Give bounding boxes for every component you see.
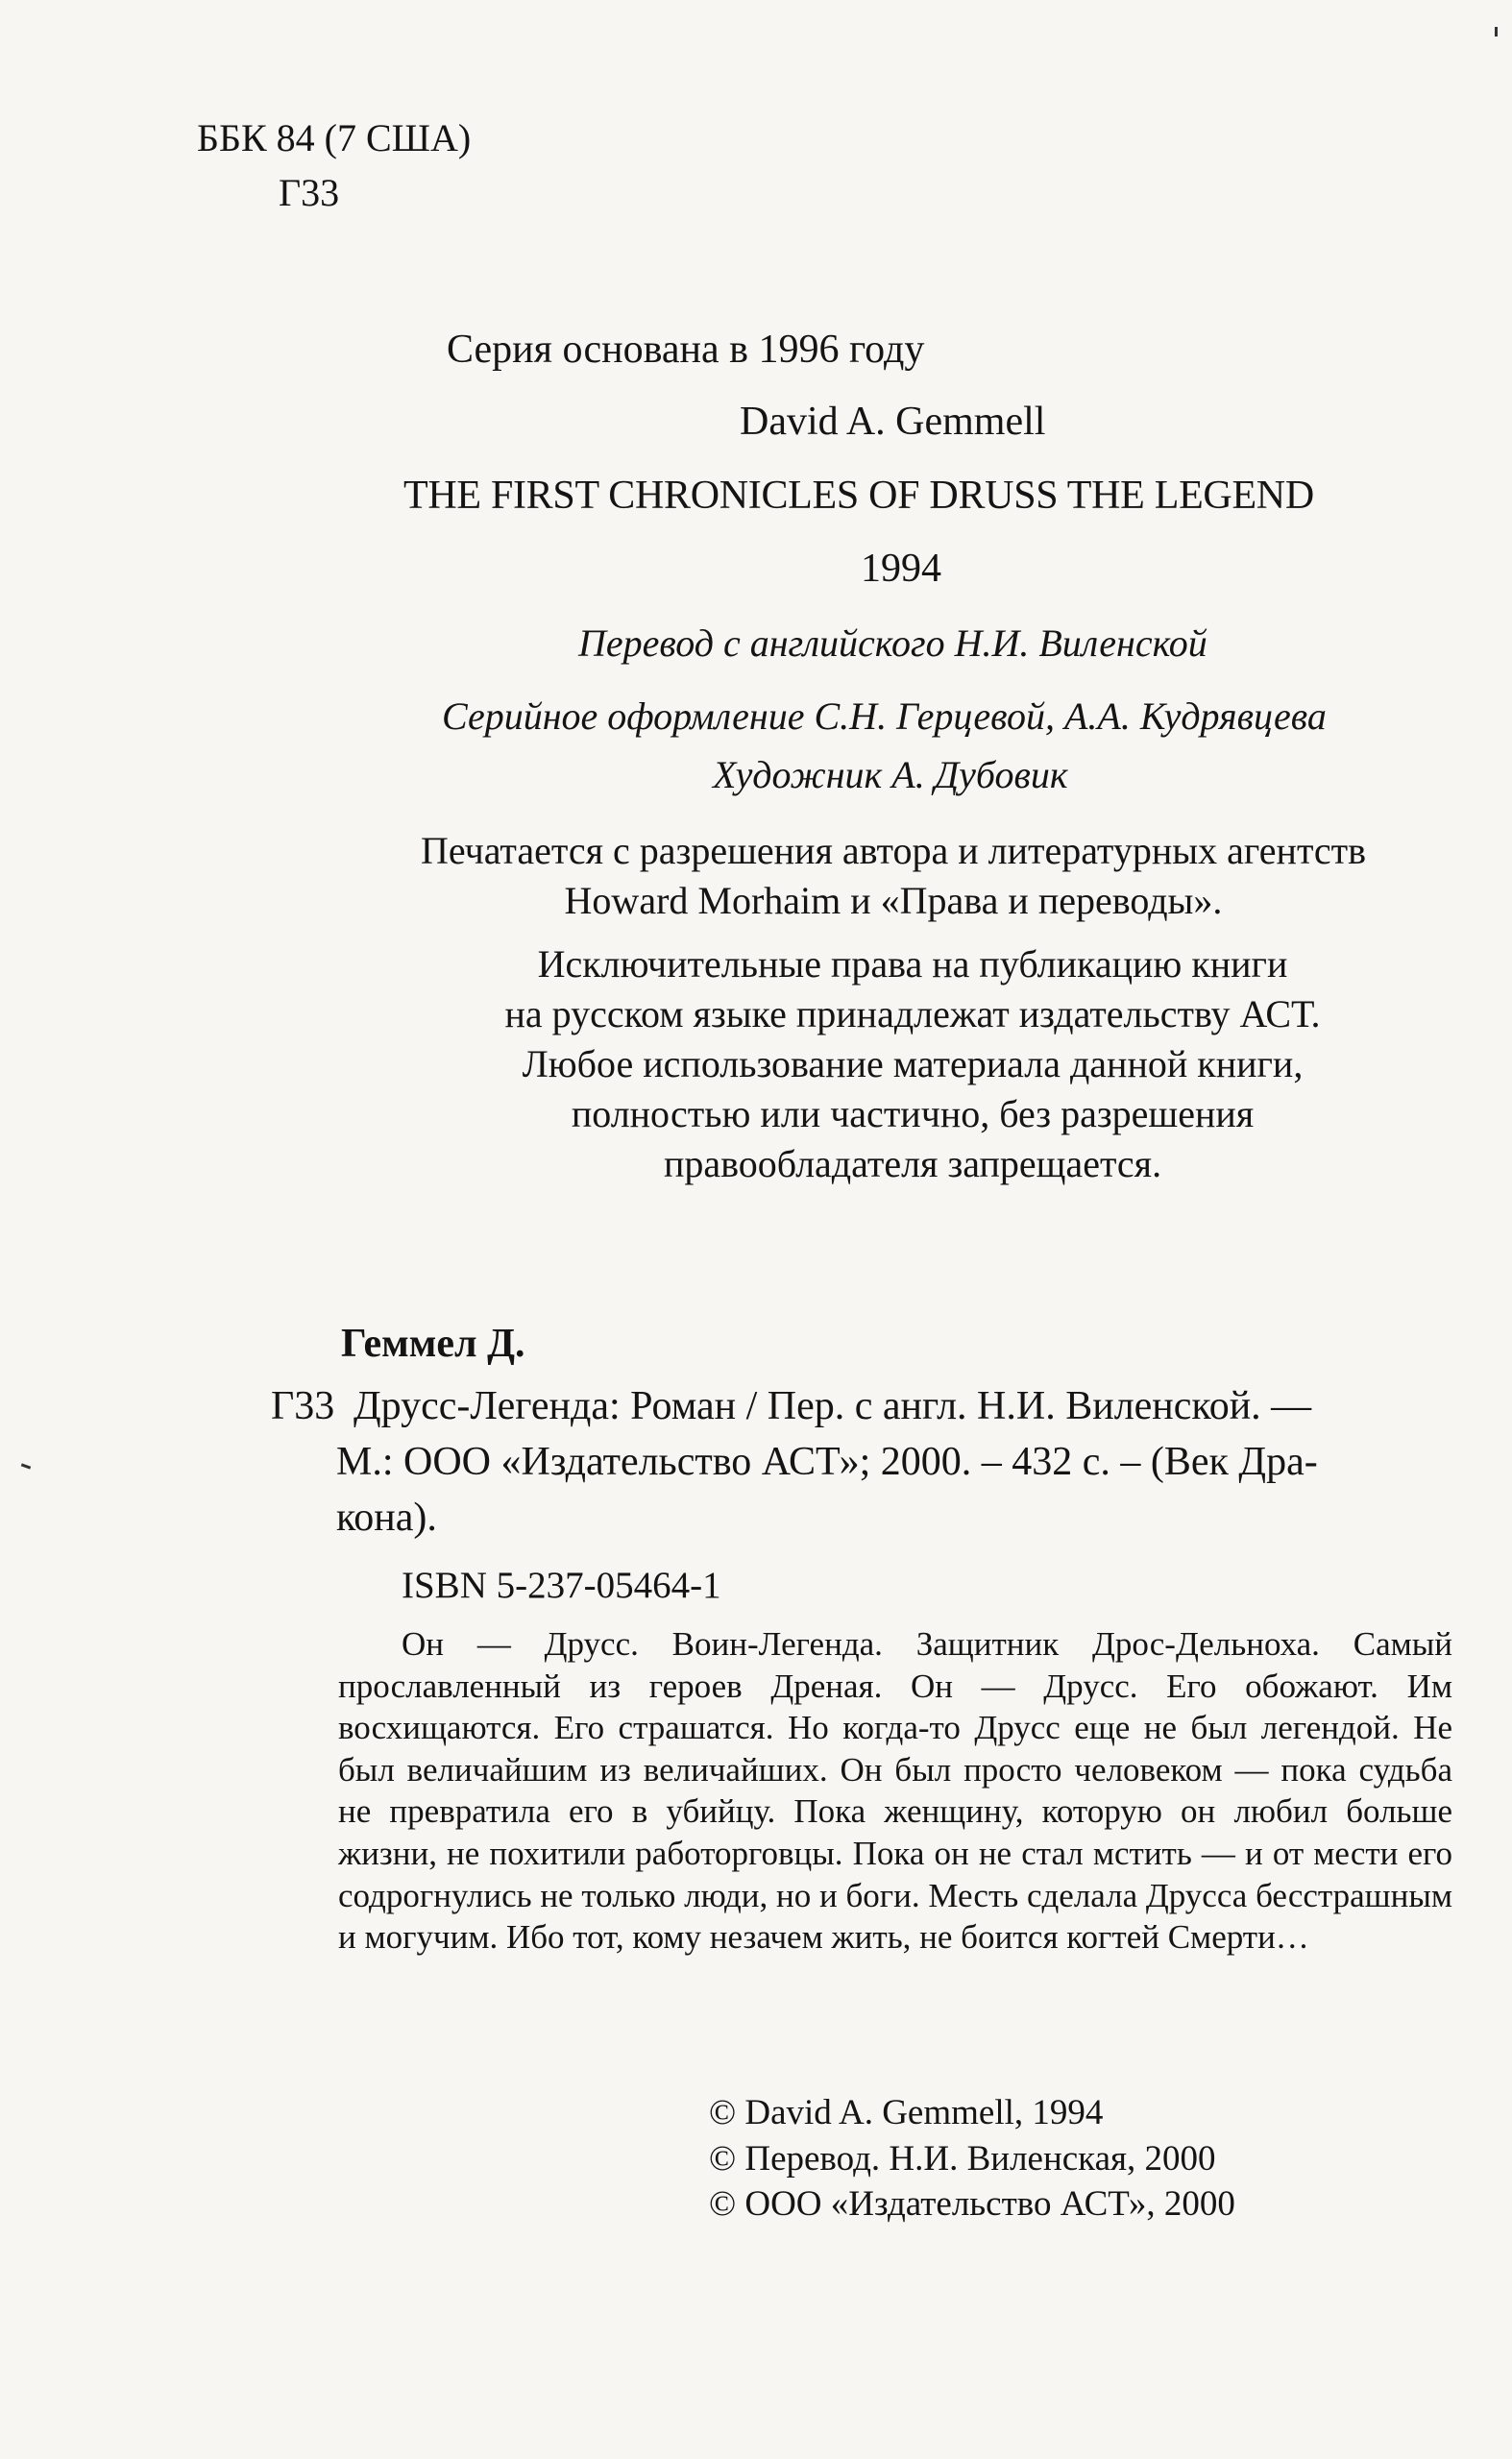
catalog-entry-line: Друсс-Легенда: Роман / Пер. с англ. Н.И. Виленской. — [354,1384,1312,1428]
catalog-code: Г33 [271,1384,335,1428]
permission-line: Howard Morhaim и «Права и переводы». [564,879,1223,922]
copyright-publisher: © ООО «Издательство АСТ», 2000 [709,2184,1235,2224]
isbn: ISBN 5-237-05464-1 [402,1565,721,1606]
series-founded-note: Серия основана в 1996 году [447,328,925,372]
series-design-credit: Серийное оформление С.Н. Герцевой, А.А. Кудрявцева [442,694,1327,738]
translation-credit: Перевод с английского Н.И. Виленской [578,621,1207,665]
rights-notice [403,939,1422,1189]
rights-line: правообладателя запрещается. [663,1142,1162,1185]
scan-speck [1495,27,1498,37]
rights-line: полностью или частично, без разрешения [571,1092,1255,1135]
copyright-author: © David A. Gemmell, 1994 [709,2093,1104,2132]
scan-speck [21,1463,31,1469]
original-year: 1994 [861,547,941,591]
catalog-author-heading: Геммел Д. [341,1322,525,1366]
author-mark-code: Г33 [279,171,340,214]
catalog-entry-line: М.: ООО «Издательство АСТ»; 2000. – 432 с. – (Век Дра- [336,1440,1318,1484]
rights-line: Исключительные права на публикацию книги [537,942,1288,986]
copyright-translation: © Перевод. Н.И. Виленская, 2000 [709,2139,1216,2179]
permission-line: Печатается с разрешения автора и литературных агентств [420,829,1367,872]
rights-line: на русском языке принадлежат издательству АСТ. [504,992,1321,1035]
permission-notice [384,826,1402,926]
original-author: David A. Gemmell [740,400,1046,444]
book-annotation: Он — Друсс. Воин-Легенда. Защитник Дрос-Дельноха. Самый прославленный из героев Дреная. Он — Друсс. Его обожают. Им восхищаются. Его страшатся. Но когда-то Друсс еще не был легендой. Не был величайшим из величайших. Он был просто человеком — пока судьба не превратила его в убийцу. Пока женщину, которую он любил больше жизни, не похитили работорговцы. Пока он не стал мстить — и от мести его содрогнулись не только люди, но и боги. Месть сделала Друсса бесстрашным и могучим. Ибо тот, кому незачем жить, не боится когтей Смерти… [338,1625,1453,1957]
rights-line: Любое использование материала данной книги, [522,1042,1304,1085]
catalog-entry-line: кона). [336,1496,437,1540]
bbk-classification: ББК 84 (7 США) [197,116,472,159]
original-title: THE FIRST CHRONICLES OF DRUSS THE LEGEND [403,474,1314,518]
artist-credit: Художник А. Дубовик [713,753,1068,796]
